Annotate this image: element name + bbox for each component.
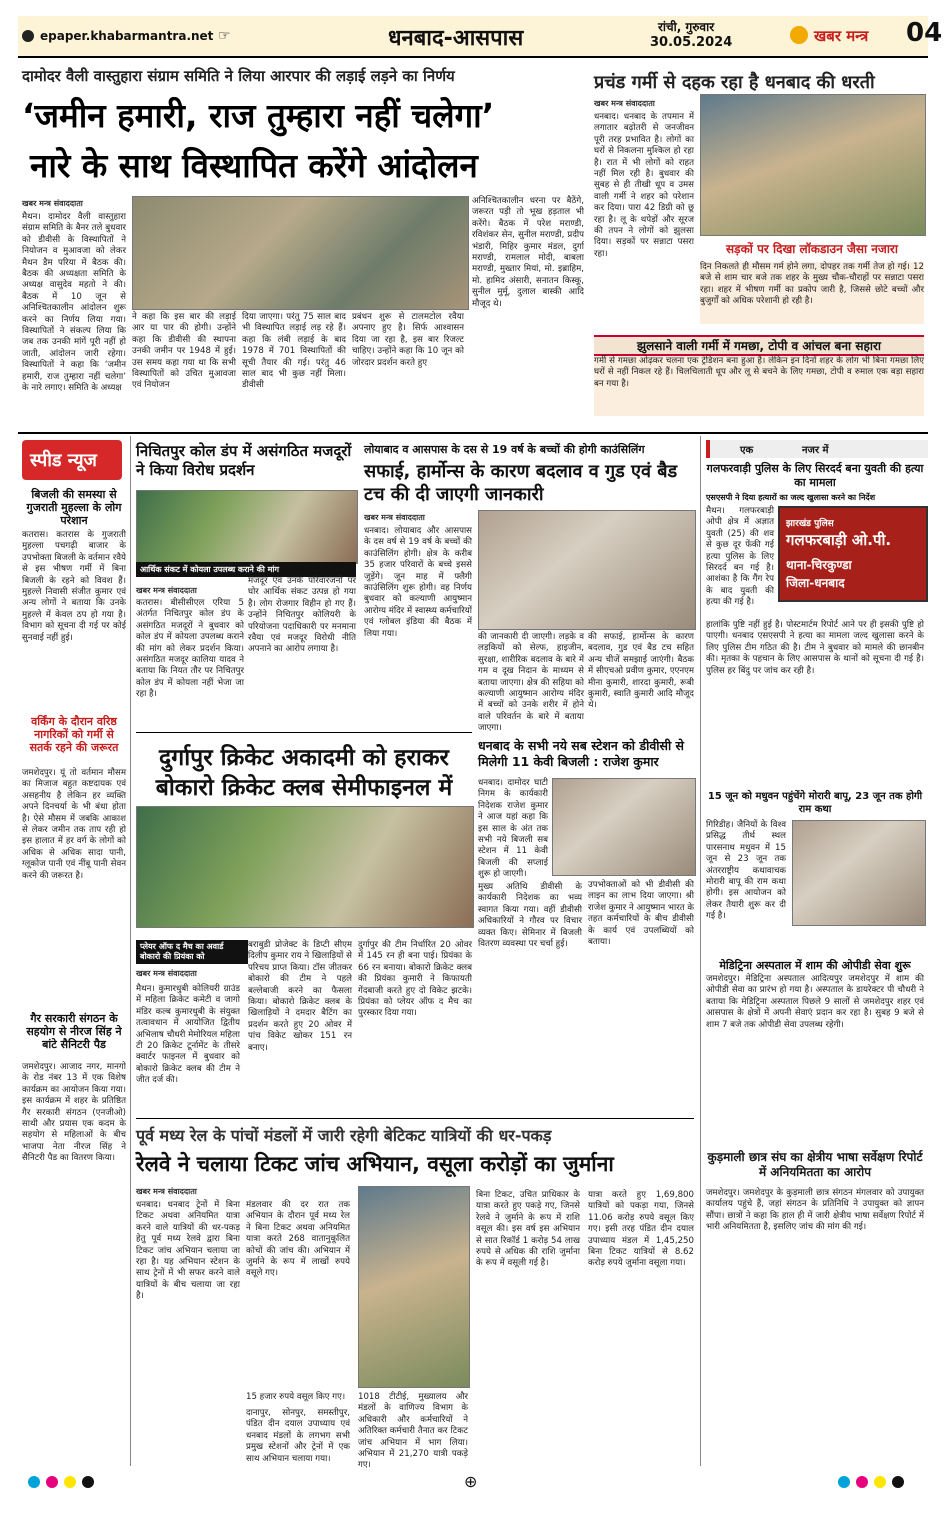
electricity-body-1: धनबाद। दामोदर घाटी निगम के कार्यकारी निदेशक राजेश कुमार ने आज यहां कहा कि इस साल के अंत तक सभी नये बिजली सब स्टेशन में 11 केवी बिजली की सप्लाई शुरू हो जाएगी।	[478, 778, 548, 880]
footer-color-bar	[18, 1474, 928, 1492]
heat-headline: प्रचंड गर्मी से दहक रहा है धनबाद की धरती	[594, 72, 875, 93]
reg-dot-7	[874, 1476, 886, 1488]
killing-body-1: मैथन। गलफरबाड़ी ओपी क्षेत्र में अज्ञात युवती (25) की शव से कुछ दूर फेंकी गई हत्या पुलिस के लिए सिरदर्द बन गई है। आशंका है कि गैंग रेप के बाद युवती की हत्या की गई है।	[706, 506, 774, 608]
school-kicker: लोयाबाद व आसपास के दस से 19 वर्ष के बच्चों की होगी काउंसिलिंग	[364, 443, 645, 456]
railway-photo	[358, 1186, 470, 1388]
brand-icon	[790, 26, 808, 44]
speed-h3: गैर सरकारी संगठन के सहयोग से नीरज सिंह ने बांटे सैनिटरी पैड	[26, 1012, 122, 1051]
coal-photo	[136, 490, 358, 564]
coal-photo-caption: आर्थिक संकट में कोयला उपलब्ध कराने की मांग	[136, 562, 356, 577]
ek-nazar-tag	[706, 440, 928, 458]
divider-vertical-left	[130, 436, 131, 1466]
lead-headline-1: ‘जमीन हमारी, राज तुम्हारा नहीं चलेगा’	[22, 96, 495, 135]
univ-headline: कुड़माली छात्र संघ का क्षेत्रीय भाषा सर्वेक्षण रिपोर्ट में अनियमितता का आरोप	[707, 1150, 923, 1179]
brand-logo	[790, 24, 902, 48]
masthead	[18, 16, 943, 58]
electricity-headline: धनबाद के सभी नये सब स्टेशन को डीवीसी से मिलेगी 11 केवी बिजली : राजेश कुमार	[478, 738, 684, 769]
reg-dot-5	[838, 1476, 850, 1488]
cricket-headline-1: दुर्गापुर क्रिकेट अकादमी को हराकर	[159, 745, 449, 771]
divider-vertical-right	[700, 436, 701, 1466]
reg-dot-4	[82, 1476, 94, 1488]
railway-byline: खबर मन्त्र संवाददाता	[136, 1187, 197, 1196]
speed-h2: वर्किंग के दौरान वरिष्ठ नागरिकों को गर्मी से सतर्क रहने की जरूरत	[29, 715, 119, 754]
cursor-icon: ☞	[218, 28, 231, 44]
cricket-col-2: बराबुडी प्रोजेक्ट के डिप्टी सीएम दिलीप कुमार राय ने खिलाड़ियों से परिचय प्राप्त किया। टॉस जीतकर बोकारो की टीम ने पहले बल्लेबाजी करने का फैसला किया। बोकारो क्रिकेट क्लब के खिलाड़ियों ने दमदार बैटिंग का प्रदर्शन करते हुए 20 ओवर में पांच विकेट खोकर 151 रन बनाए।	[248, 940, 352, 1053]
nazar-label: नजर में	[802, 445, 829, 456]
heat-sub2-body: गर्मी से गमछा ओढ़कर चलना एक ट्रेडिशन बना हुआ है। लेकिन इन दिनों शहर के लोग भी बिना गमछा लिए घरों से नहीं निकल रहे हैं। चिलचिलाती धूप और लू से बचने के लिए गमछा, टोपी व रुमाल एक बड़ा सहारा बन गया है।	[594, 356, 924, 416]
heat-sub1: सड़कों पर दिखा लॉकडाउन जैसा नजारा	[726, 242, 898, 256]
opd-body: जमशेदपुर। मेडिट्रिना अस्पताल आदित्यपुर जमशेदपुर में शाम की ओपीडी सेवा का प्रारंभ हो गया है। अस्पताल के डायरेक्टर पी चौधरी ने बताया कि मेडिट्रिना अस्पताल पिछले 9 सालों से जमशेदपुर शहर एवं आसपास के क्षेत्रों में अपनी सेवाएं प्रदान कर रहा है। सुबह 9 बजे से शाम 7 बजे तक ओपीडी सेवा उपलब्ध रहेगी।	[706, 974, 924, 1030]
city-day: रांची, गुरुवार	[658, 20, 715, 34]
railway-col-1: धनबाद। धनबाद ट्रेनों में बिना टिकट अथवा अनियमित यात्रा करने वाले यात्रियों की धर-पकड़ हेतु पूर्व मध्य रेलवे द्वारा बिना टिकट जांच अभियान चलाया जा रहा है। यह अभियान स्टेशन के साथ ट्रेनों में भी सफर करने वाले यात्रियों के बीच चलाया जा रहा है।	[136, 1200, 240, 1302]
coal-col-2: मजदूर एवं उनके परिवारजनों पर घोर आर्थिक संकट उत्पन्न हो गया है। लोग रोजगार विहीन हो गए हैं। उन्होंने निचितपुर कोलियरी के परियोजना पदाधिकारी पर मनमाना रवैया एवं मजदूर विरोधी नीति अपनाने का आरोप लगाया है।	[248, 576, 356, 655]
reg-dot-1	[28, 1476, 40, 1488]
divider-railway-top	[136, 1118, 694, 1119]
killing-body-2: हालांकि पुष्टि नहीं हुई है। पोस्टमार्टम रिपोर्ट आने पर ही इसकी पुष्टि हो पाएगी। धनबाद एसएसपी ने हत्या का मामला जल्द खुलासा करने के लिए पुलिस टीम गठित की है। टीम ने बुधवार को मामले की छानबीन की। मृतका के पहचान के लिए आसपास के थानों को सूचना दी गई है। पुलिस हर बिंदु पर जांच कर रही है।	[706, 620, 924, 676]
divider-horizontal	[18, 432, 928, 434]
lead-col-2: ने कहा कि इस बार की लड़ाई आर या पार की होगी। उन्होंने कहा कि डीवीसी की स्थापना उनकी जमीन पर 1948 में हुई। उस समय कहा गया था कि सभी विस्थापितों को उचित मुआवजा एवं नियोजन	[132, 312, 236, 391]
police-sign-photo	[778, 506, 928, 602]
railway-kicker: पूर्व मध्य रेल के पांचों मंडलों में जारी रहेगी बेटिकट यात्रियों की धर-पकड़	[136, 1126, 552, 1145]
lead-photo-protest	[132, 196, 469, 310]
railway-col-2: मंडलवार की दर रात तक अभियान के दौरान पूर्व मध्य रेल ने बिना टिकट अथवा अनियमित यात्रा करते 268 वातानुकूलित कोचों की जांच की। अभियान में जुर्माने के रूप में लाखों रुपये वसूले गए।	[246, 1200, 350, 1279]
divider-cricket-top	[136, 732, 472, 733]
killing-caption: एसएसपी ने दिया हत्यारों का जल्द खुलासा करने का निर्देश	[706, 493, 876, 502]
sign-line-3: थाना-चिरकुण्डा	[786, 558, 852, 572]
heat-sub2: झुलसाने वाली गर्मी में गमछा, टोपी व आंचल बना सहारा	[594, 335, 924, 356]
issue-date: 30.05.2024	[650, 35, 733, 50]
opd-headline: मेडिट्रिना अस्पताल में शाम की ओपीडी सेवा शुरू	[719, 959, 911, 972]
page-number: 04	[906, 18, 943, 48]
registration-dots-left	[22, 30, 34, 42]
railway-headline: रेलवे ने चलाया टिकट जांच अभियान, वसूला करोड़ों का जुर्माना	[136, 1152, 614, 1176]
section-title: धनबाद-आसपास	[388, 26, 524, 51]
lead-col-3: दिया जाएगा। परंतु 75 साल बाद भी विस्थापित लड़ाई लड़ रहे हैं। कहा कि लंबी लड़ाई के बाद 1978 में 701 विस्थापितों की सूची तैयार की गई। परंतु 46 साल बाद भी कुछ नहीं मिला। डीवीसी	[242, 312, 346, 391]
school-col-3: की सफाई, हार्मोन्स के कारण बदलाव, गुड एवं बैड टच सहित अन्य चीजें समझाई जाएंगी। बैठक में सीएचओ प्रवीण कुमार, एएनएम मीना कुमारी, शारदा कुमारी, रूबी कुमारी, स्वाति कुमारी आदि मौजूद थे।	[588, 632, 694, 711]
speed-news-badge	[22, 440, 122, 480]
site-url[interactable]: epaper.khabarmantra.net	[40, 29, 214, 43]
electricity-body-3: मुख्य अतिथि डीवीसी के कार्यकारी निदेशक का भव्य स्वागत किया गया। वहीं डीवीसी अधिकारियों ने गौरव पर विचार व्यक्त किए। सेमिनार में बिजली वितरण व्यवस्था पर चर्चा हुई।	[478, 882, 582, 950]
brand-name: खबर मन्त्र	[814, 27, 869, 45]
school-headline: सफाई, हार्मोन्स के कारण बदलाव व गुड एवं बैड टच की दी जाएगी जानकारी	[364, 461, 678, 505]
cricket-headline-2: बोकारो क्रिकेट क्लब सेमीफाइनल में	[155, 775, 453, 801]
reg-dot-6	[856, 1476, 868, 1488]
speed-b3: जमशेदपुर। आजाद नगर, मानगो के रोड नंबर 13 में एक विशेष कार्यक्रम का आयोजन किया गया। इस कार्यक्रम में शहर के प्रतिष्ठित गैर सरकारी संगठन (एनजीओ) साथी और प्रयास एक कदम के सहयोग से महिलाओं के बीच भाजपा नेता नीरज सिंह ने सैनिटरी पैड का वितरण किया।	[22, 1062, 126, 1164]
railway-col-5: दानापुर, सोनपुर, समस्तीपुर, पंडित दीन दयाल उपाध्याय एवं धनबाद मंडलों के लगभग सभी प्रमुख स्टेशनों और ट्रेनों में एक साथ अभियान चलाया गया।	[246, 1408, 350, 1464]
railway-col-4: यात्रा करते हुए 1,69,800 यात्रियों को पकड़ा गया, जिनसे 11.06 करोड़ रुपये वसूल किए गए। इसी तरह पंडित दीन दयाल उपाध्याय मंडल में 1,45,250 बिना टिकट यात्रियों से 8.62 करोड़ रुपये जुर्माना वसूला गया।	[588, 1190, 694, 1269]
lead-headline-2: नारे के साथ विस्थापित करेंगे आंदोलन	[30, 146, 478, 185]
reg-dot-8	[892, 1476, 904, 1488]
cricket-col-1: मैथन। कुमारधुबी कोलियरी ग्राउंड में महिला क्रिकेट कमेटी व जागो मंडिर कल्ब कुमारधुबी के संयुक्त तत्वावधान में आयोजित द्वितीय अभिलाष चौधरी मेमोरियल महिला टी 20 क्रिकेट टूर्नामेंट के तीसरे क्वार्टर फाइनल में बुधवार को बोकारो क्रिकेट क्लब की टीम ने जीत दर्ज की।	[136, 984, 240, 1086]
coal-byline: खबर मन्त्र संवाददाता	[136, 586, 197, 595]
school-photo	[478, 510, 696, 630]
ram-body: गिरिडीह। जैनियों के विश्व प्रसिद्ध तीर्थ स्थल पारसनाथ मधुवन में 15 जून से 23 जून तक अंतरराष्ट्रीय कथावाचक मोरारी बापू की राम कथा होगी। इस आयोजन को लेकर तैयारी शुरू कर दी गई है।	[706, 820, 786, 922]
ek-label: एक	[740, 445, 754, 456]
speed-b2: जमशेदपुर। यूं तो वर्तमान मौसम का मिजाज बहुत कष्टदायक एवं असहनीय है लेकिन हर व्यक्ति अपने दिनचर्या के भी बंधा होता है। ऐसे मौसम में जबकि आकाश से लेकर जमीन तक ताप रही हो इस हालात में हर वर्ग के लोगों को अधिक से अधिक सादा पानी, ग्लूकोज पानी एवं नींबू पानी सेवन करने की जरूरत है।	[22, 768, 126, 881]
heat-photo	[700, 94, 926, 236]
ram-headline: 15 जून को मधुवन पहुंचेंगे मोरारी बापू, 23 जून तक होगी राम कथा	[707, 791, 923, 815]
heat-body: धनबाद। धनबाद के तपमान में लगातार बढ़ोतरी से जनजीवन पूरी तरह प्रभावित है। लोगों का घरों से निकलना मुश्किल हो रहा है। रात में भी लोगों को राहत नहीं मिल रही है। बुधवार की सुबह से ही तीखी धूप व उमस वाली गर्मी ने शहर को परेशान कर दिया। पारा 42 डिग्री को छू रहा है। लू के थपेड़ों और सूरज की तपन ने लोगों को झुलसा दिया। सड़कों पर सन्नाटा पसरा रहा।	[594, 112, 694, 259]
lead-col-5: अनिश्चितकालीन धरना पर बैठेंगे, जरूरत पड़ी तो भूख हड़ताल भी करेंगे। बैठक में परेश मराण्डी, रविशंकर सेन, सुनील मराण्डी, प्रदीप भंडारी, मिहिर कुमार मंडल, दुर्गा मराण्डी, रामलाल मोदी, बाबला मराण्डी, मुख्तार मियां, मो. इब्राहिम, मो. हामिद अंसारी, सनातन किस्कू, सुनील मुर्मू, दुलाल बास्की आदि मौजूद थे।	[472, 196, 584, 309]
school-col-2: की जानकारी दी जाएगी। लड़के व लड़कियों को सेल्फ, हाइजीन, सुरक्षा, शारीरिक बदलाव के बारे में गम व दूख निदान के माध्यम से बताया जाएगा। क्षेत्र की सहिया को कल्याणी आयुष्मान आरोग्य मंदिर में बच्चों को उनके शरीर में होने वाले परिवर्तन के बारे में बताया जाएगा।	[478, 632, 584, 734]
lead-byline: खबर मन्त्र संवाददाता	[22, 199, 83, 208]
heat-sub1-body: दिन निकलते ही मौसम गर्म होने लगा, दोपहर तक गर्मी तेज हो गई। 12 बजे से शाम चार बजे तक शहर के मुख्य चौक-चौराहों पर सन्नाटा पसरा रहा। शहर में भीषण गर्मी का प्रकोप जारी है, जिससे छोटे बच्चों और बुजुर्गों को अधिक परेशानी हो रही है।	[700, 262, 924, 324]
lead-col-4: प्रबंधन शुरू से टालमटोल रवैया अपनाए हुए है। सिर्फ आश्वासन दिया जा रहा है, इस बार रिजल्ट चाहिए। उन्होंने कहा कि 10 जून को जोरदार प्रदर्शन करते हुए	[352, 312, 464, 368]
reg-dot-2	[46, 1476, 58, 1488]
sign-line-2: गलफरबाड़ी ओ.पी.	[786, 531, 892, 549]
lead-col-1: मैथन। दामोदर वैली वास्तुहारा संग्राम समिति के बैनर तले बुधवार को डीवीसी के विस्थापितों ने नियोजन व मुआवजा को लेकर मैथन डैम परिया में बैठक की। बैठक की अध्यक्षता समिति के अध्यक्ष वासुदेव महतो ने की। बैठक में 10 जून से अनिश्चितकालीन आंदोलन शुरू करने का निर्णय लिया गया। विस्थापितों ने संकल्प लिया कि जब तक उनकी मांगें पूरी नहीं हो जाती, आंदोलन जारी रहेगा। विस्थापितों ने कहा कि ‘जमीन हमारी, राज तुम्हारा नहीं चलेगा’ के नारे लगाए। समिति के अध्यक्ष	[22, 212, 126, 394]
lead-kicker: दामोदर वैली वास्तुहारा संग्राम समिति ने लिया आरपार की लड़ाई लड़ने का निर्णय	[22, 67, 455, 85]
morari-bapu-photo	[792, 820, 926, 926]
sign-line-1: झारखंड पुलिस	[786, 519, 834, 529]
cricket-photo	[136, 806, 474, 928]
school-byline: खबर मन्त्र संवाददाता	[364, 513, 425, 522]
cricket-photo-caption: प्लेयर ऑफ द मैच का अवार्ड बोकारो की प्रियंका को	[136, 940, 248, 964]
school-col-1: धनबाद। लोयाबाद और आसपास के दस वर्ष से 19 वर्ष के बच्चों की काउंसिलिंग होगी। क्षेत्र के करीब 35 हजार परिवारों के बच्चे इससे जुड़ेंगे। जून माह में फ्लैगी काउंसिलिंग शुरू होगी। वह निर्णय बुधवार को कल्याणी आयुष्मान आरोग्य मंदिर में स्वास्थ्य कर्मचारियों एवं ग्लोबल इंडिया की बैठक में लिया गया।	[364, 526, 472, 639]
speed-b1: कतरास। कतरास के गुजराती मुहल्ला पचगढ़ी बाजार के उपभोक्ता बिजली के वर्तमान रवैये से इस भीषण गर्मी में बिना बिजली के रहने को विवश हैं। मुहल्ले निवासी संजीत कुमार एवं अन्य लोगों ने बताया कि उनके मुहल्ले में केवल ठप हो गया है। विभाग को सूचना दी गई पर कोई सुनवाई नहीं हुई।	[22, 530, 126, 643]
speed-news-label: स्पीड न्यूज	[30, 450, 97, 471]
cricket-byline: खबर मन्त्र संवाददाता	[136, 969, 197, 978]
electricity-photo	[552, 778, 696, 876]
coal-col-1: कतरास। बीसीसीएल एरिया 5 अंतर्गत निचितपुर कोल डंप के असंगठित मजदूरों ने बुधवार को कोल डंप में कोयला उपलब्ध कराने की मांग को लेकर प्रदर्शन किया। असंगठित मजदूर कालिया यादव ने बताया कि नियत तौर पर निचितपुर कोल डंप में कोयला नहीं भेजा जा रहा है।	[136, 598, 244, 700]
speed-h1: बिजली की समस्या से गुजराती मुहल्ला के लोग परेशान	[26, 488, 122, 527]
sign-line-4: जिला-धनबाद	[786, 576, 845, 590]
cricket-col-3: दुर्गापुर की टीम निर्धारित 20 ओवर में 145 रन ही बना पाई। प्रियंका के 66 रन बनाया। बोकारो क्रिकेट क्लब की प्रियंका कुमारी ने किफायती गेंदबाजी करते हुए दो विकेट झटके। प्रियंका को प्लेयर ऑफ द मैच का पुरस्कार दिया गया।	[358, 940, 472, 1019]
railway-col-3: बिना टिकट, उचित प्राधिकार के यात्रा करते हुए पकड़े गए, जिनसे रेलवे ने जुर्माने के रूप में राशि वसूल की। इस वर्ष इस अभियान से सात रिकॉर्ड 1 करोड़ 54 लाख रुपये से अधिक की राशि जुर्माना के रूप में वसूली गई है।	[476, 1190, 580, 1269]
reg-dot-3	[64, 1476, 76, 1488]
coal-headline: निचितपुर कोल डंप में असंगठित मजदूरों ने किया विरोध प्रदर्शन	[136, 442, 352, 479]
electricity-body-2: उपभोक्ताओं को भी डीवीसी की लाइन का लाभ दिया जाएगा। श्री राजेश कुमार ने आयुष्मान भारत के तहत कर्मचारियों के बीच डीवीसी के कार्य एवं उपलब्धियों को बताया।	[588, 880, 694, 948]
heat-byline: खबर मन्त्र संवाददाता	[594, 99, 655, 108]
railway-col-6: 1018 टीटीई, मुख्यालय और मंडलों के वाणिज्य विभाग के अधिकारी और कर्मचारियों ने अतिरिक्त कर्मचारी तैनात कर टिकट जांच अभियान में भाग लिया। अभियान में 21,270 यात्री पकड़े गए।	[358, 1392, 468, 1471]
killing-headline: गलफरवाड़ी पुलिस के लिए सिरदर्द बना युवती की हत्या का मामला	[706, 462, 924, 489]
univ-body: जमशेदपुर। जमशेदपुर के कुड़माली छात्र संगठन मंगलवार को उपायुक्त कार्यालय पहुंचे हैं, जहां संगठन के प्रतिनिधि ने उपायुक्त को ज्ञापन सौंपा। छात्रों ने कहा कि हाल ही में जारी क्षेत्रीय भाषा सर्वेक्षण रिपोर्ट में भारी अनियमितता है, इसलिए जांच की मांग की गई।	[706, 1188, 924, 1233]
railway-photo-caption: 15 हजार रुपये वसूल किए गए।	[246, 1392, 346, 1402]
crosshair-icon: ⊕	[464, 1472, 478, 1491]
